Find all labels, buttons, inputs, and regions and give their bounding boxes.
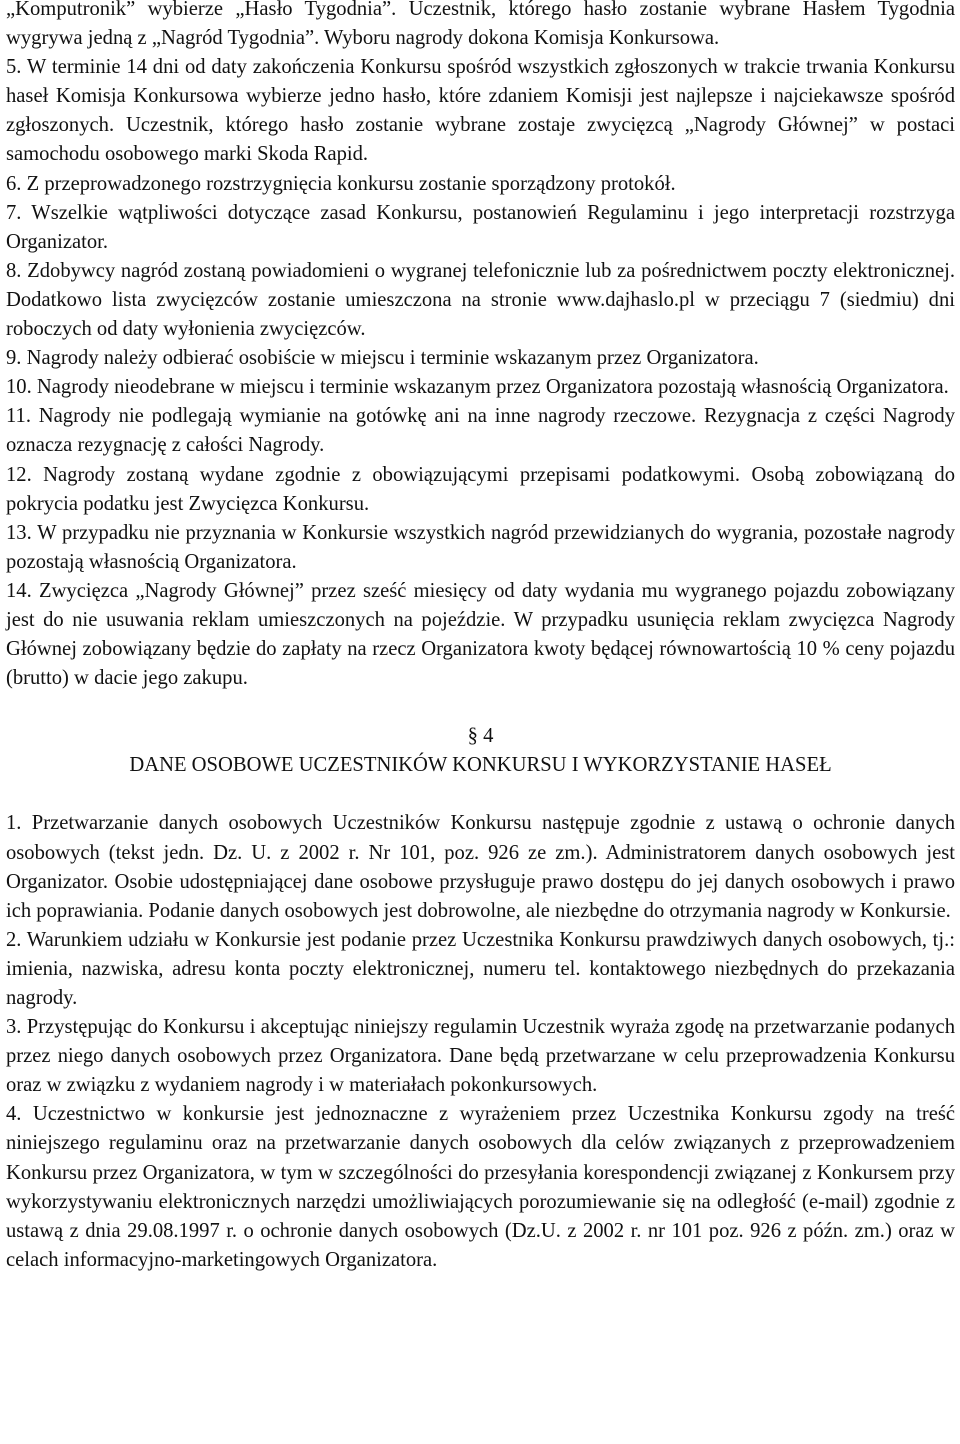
paragraph-4-continuation: „Komputronik” wybierze „Hasło Tygodnia”. Uczestnik, którego hasło zostanie wybrane Hasłem Tygodnia wygrywa jedną z „Nagród Tygodnia”. Wyboru nagrody dokona Komisja Konkursowa. (6, 0, 955, 50)
section-paragraph-4: 4. Uczestnictwo w konkursie jest jednoznaczne z wyrażeniem przez Uczestnika Konkursu zgody na treść niniejszego regulaminu oraz na przetwarzanie danych osobowych dla celów związanych z przeprowadzeniem Konkursu przez Organizatora, w tym w szczególności do przesyłania korespondencji związanej z Konkursem przy wykorzystywaniu elektronicznych narzędzi umożliwiających porozumiewanie się na odległość (e-mail) zgodnie z ustawą z dnia 29.08.1997 r. o ochronie danych osobowych (Dz.U. z 2002 r. nr 101 poz. 926 z późn. zm.) oraz w celach informacyjno-marketingowych Organizatora. (6, 1103, 955, 1271)
paragraph-6: 6. Z przeprowadzonego rozstrzygnięcia konkursu zostanie sporządzony protokół. (6, 172, 676, 195)
section-number: § 4 (467, 725, 494, 748)
paragraph-14: 14. Zwycięzca „Nagrody Głównej” przez sześć miesięcy od daty wydania mu wygranego pojazdu zobowiązany jest do nie usuwania reklam umieszczonych na pojeździe. W przypadku usunięcia reklam zwycięzca Nagrody Głównej zobowiązany będzie do zapłaty na rzecz Organizatora kwoty będącej równowartością 10 % ceny pojazdu (brutto) w dacie jego zakupu. (6, 579, 955, 690)
section-paragraph-1: 1. Przetwarzanie danych osobowych Uczestników Konkursu następuje zgodnie z ustawą o ochronie danych osobowych (tekst jedn. Dz. U. z 2002 r. Nr 101, poz. 926 ze zm.). Administratorem danych osobowych jest Organizator. Osobie udostępniającej dane osobowe przysługuje prawo dostępu do jej danych osobowych i prawo ich poprawiania. Podanie danych osobowych jest dobrowolne, ale niezbędne do otrzymania nagrody w Konkursie. (6, 812, 955, 922)
paragraph-7: 7. Wszelkie wątpliwości dotyczące zasad Konkursu, postanowień Regulaminu i jego interpretacji rozstrzyga Organizator. (6, 201, 955, 253)
paragraph-9: 9. Nagrody należy odbierać osobiście w miejscu i terminie wskazanym przez Organizatora. (6, 347, 759, 370)
paragraph-12: 12. Nagrody zostaną wydane zgodnie z obowiązującymi przepisami podatkowymi. Osobą zobowiązaną do pokrycia podatku jest Zwycięzca Konkursu. (6, 463, 955, 515)
section-paragraph-2: 2. Warunkiem udziału w Konkursie jest podanie przez Uczestnika Konkursu prawdziwych danych osobowych, tj.: imienia, nazwiska, adresu konta poczty elektronicznej, numeru tel. kontaktowego niezbędnych do przekazania nagrody. (6, 928, 955, 1009)
paragraph-8: 8. Zdobywcy nagród zostaną powiadomieni o wygranej telefonicznie lub za pośrednictwem poczty elektronicznej. Dodatkowo lista zwycięzców zostanie umieszczona na stronie www.dajhaslo.pl w przeciągu 7 (siedmiu) dni roboczych od daty wyłonienia zwycięzców. (6, 259, 955, 341)
paragraph-11: 11. Nagrody nie podlegają wymianie na gotówkę ani na inne nagrody rzeczowe. Rezygnacja z części Nagrody oznacza rezygnację z całości Nagrody. (6, 405, 955, 457)
paragraph-5: 5. W terminie 14 dni od daty zakończenia Konkursu spośród wszystkich zgłoszonych w trakcie trwania Konkursu haseł Komisja Konkursowa wybierze jedno hasło, które zdaniem Komisji jest najlepsze i najciekawsze spośród zgłoszonych. Uczestnik, którego hasło zostanie wybrane zostaje zwycięzcą „Nagrody Głównej” w postaci samochodu osobowego marki Skoda Rapid. (6, 56, 955, 166)
paragraph-10: 10. Nagrody nieodebrane w miejscu i terminie wskazanym przez Organizatora pozostają własnością Organizatora. (6, 376, 949, 399)
section-paragraph-3: 3. Przystępując do Konkursu i akceptując niniejszy regulamin Uczestnik wyraża zgodę na przetwarzanie podanych przez niego danych osobowych przez Organizatora. Dane będą przetwarzane w celu przeprowadzenia Konkursu oraz w związku z wydaniem nagrody i w materiałach pokonkursowych. (6, 1016, 955, 1097)
document-page (6, 0, 955, 1275)
paragraph-13: 13. W przypadku nie przyznania w Konkursie wszystkich nagród przewidzianych do wygrania, pozostałe nagrody pozostają własnością Organizatora. (6, 521, 955, 573)
section-title: DANE OSOBOWE UCZESTNIKÓW KONKURSU I WYKORZYSTANIE HASEŁ (129, 754, 832, 777)
